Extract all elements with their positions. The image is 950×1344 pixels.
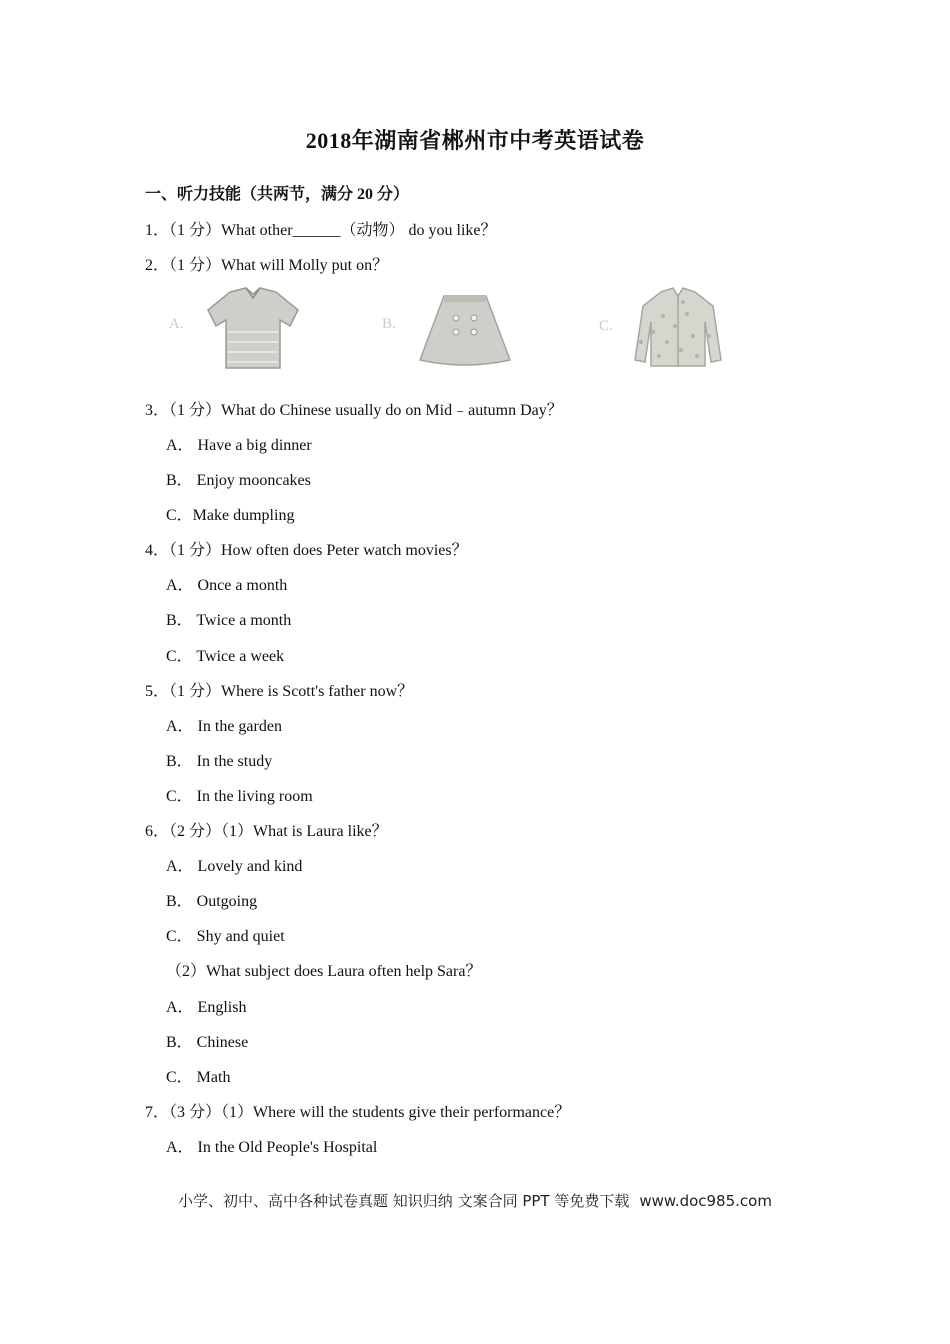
picture-option-c	[595, 286, 745, 372]
section-heading: 一、听力技能（共两节，满分 20 分）	[145, 186, 410, 203]
question-6-sub-2: （2）What subject does Laura often help Sara？	[166, 963, 482, 980]
shirt-icon	[198, 286, 308, 372]
question-7: 7．（3 分）（1）Where will the students give their performance？	[145, 1104, 571, 1121]
footer-url[interactable]: www.doc985.com	[639, 1192, 772, 1210]
clothing-pictures	[160, 286, 740, 372]
question-6-2-option-c: C． Math	[166, 1069, 231, 1086]
picture-label-a: A.	[169, 316, 184, 332]
question-6-2-option-b: B． Chinese	[166, 1034, 249, 1051]
question-2: 2．（1 分）What will Molly put on？	[145, 257, 389, 274]
jacket-icon	[623, 286, 733, 372]
question-6-option-a: A． Lovely and kind	[166, 858, 303, 875]
picture-option-a	[160, 286, 310, 372]
footer-text: 小学、初中、高中各种试卷真题 知识归纳 文案合同 PPT 等免费下载	[178, 1192, 630, 1210]
question-3-option-c: C．Make dumpling	[166, 507, 295, 524]
question-6-option-b: B． Outgoing	[166, 893, 258, 910]
skirt-icon	[410, 292, 520, 378]
question-4-option-b: B． Twice a month	[166, 612, 292, 629]
question-6-2-option-a: A． English	[166, 999, 247, 1016]
page-title: 2018年湖南省郴州市中考英语试卷	[305, 128, 645, 153]
question-3-option-a: A． Have a big dinner	[166, 437, 312, 454]
picture-label-c: C.	[599, 318, 613, 334]
question-7-option-a: A． In the Old People's Hospital	[166, 1139, 378, 1156]
question-3-option-b: B． Enjoy mooncakes	[166, 472, 311, 489]
question-4-option-c: C． Twice a week	[166, 648, 285, 665]
page-footer	[0, 1190, 950, 1211]
question-4-option-a: A． Once a month	[166, 577, 288, 594]
question-1: 1．（1 分）What other______（动物） do you like？	[145, 222, 497, 239]
question-5-option-c: C． In the living room	[166, 788, 313, 805]
question-5: 5．（1 分）Where is Scott's father now？	[145, 683, 414, 700]
question-6-option-c: C． Shy and quiet	[166, 928, 285, 945]
question-5-option-a: A． In the garden	[166, 718, 282, 735]
question-3: 3．（1 分）What do Chinese usually do on Mid﹣autumn Day？	[145, 402, 563, 419]
picture-option-b	[380, 286, 530, 372]
question-5-option-b: B． In the study	[166, 753, 273, 770]
question-4: 4．（1 分）How often does Peter watch movies？	[145, 542, 468, 559]
picture-label-b: B.	[382, 316, 396, 332]
question-6: 6．（2 分）（1）What is Laura like？	[145, 823, 388, 840]
